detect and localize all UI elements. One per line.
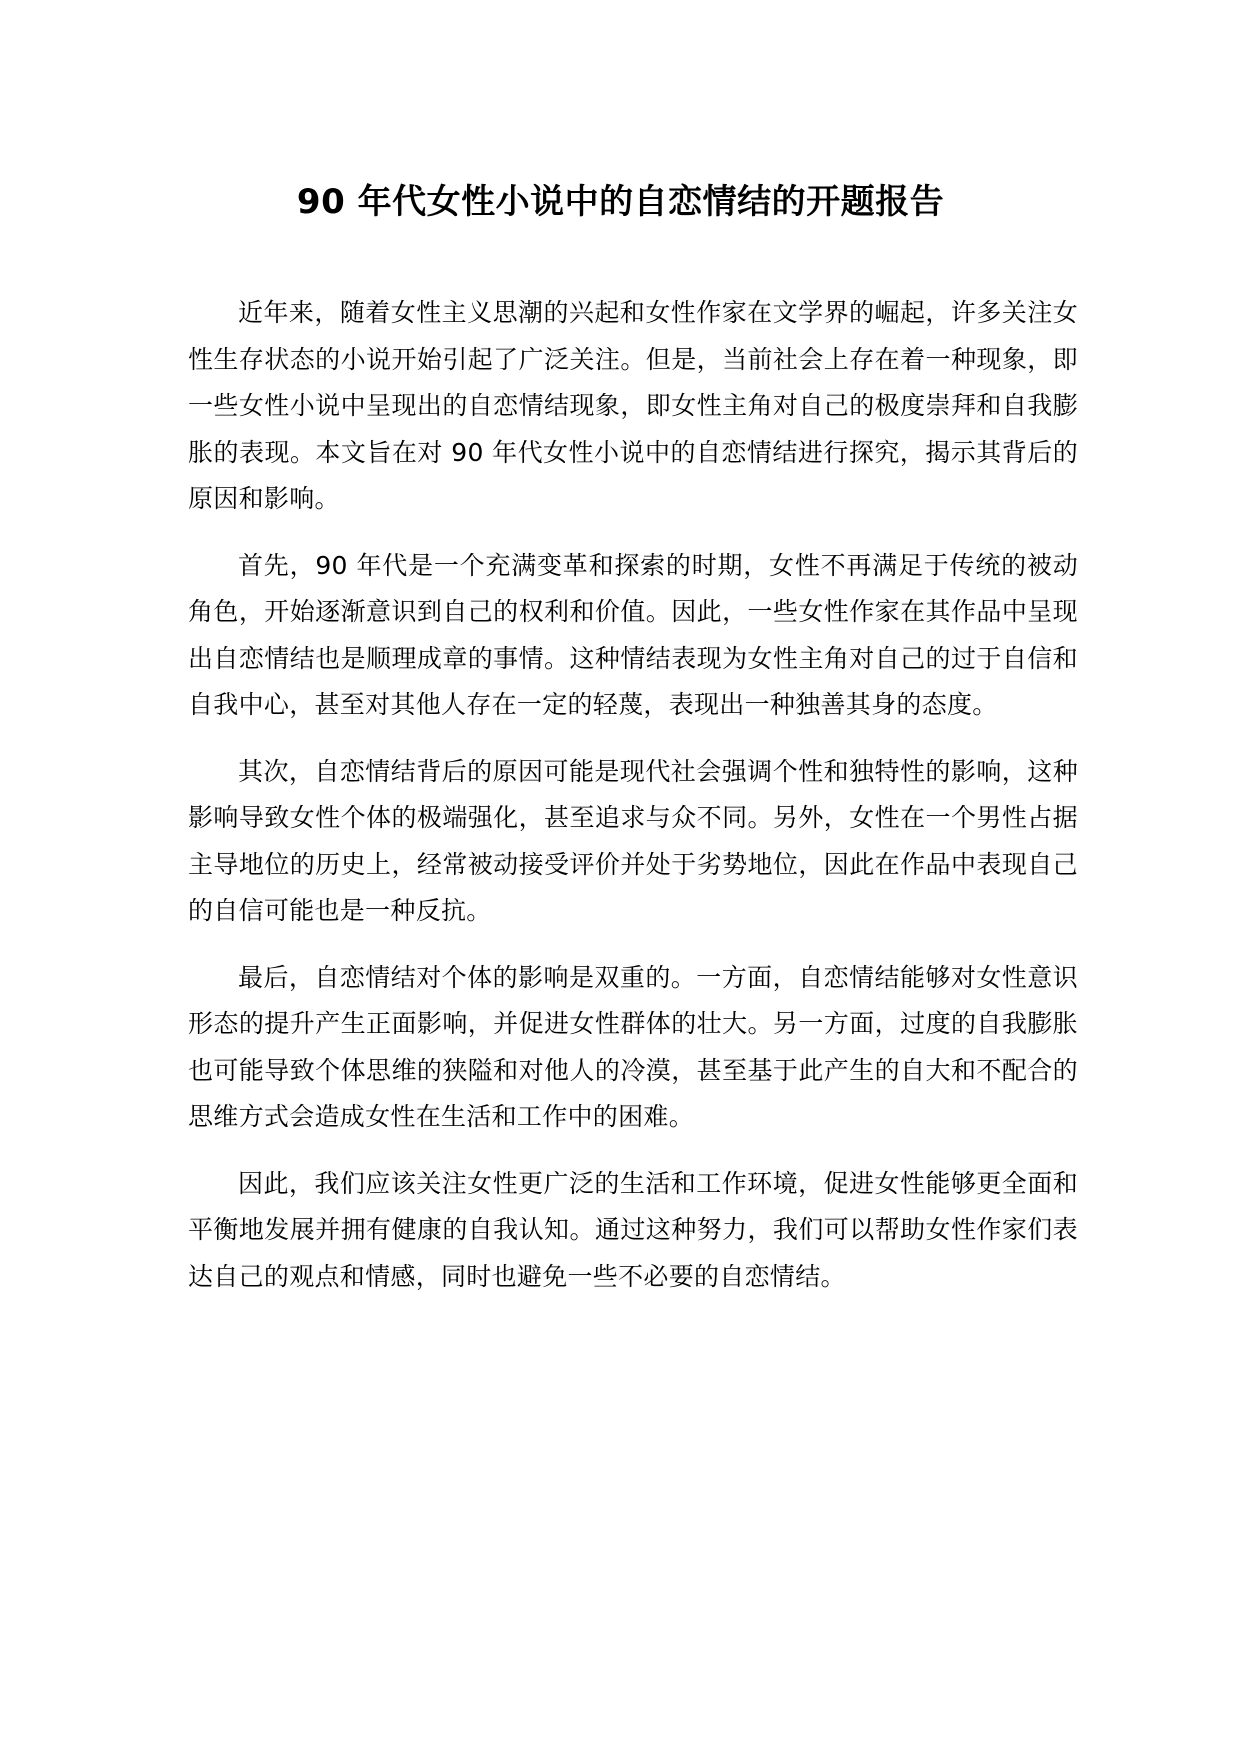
paragraph-4: 最后，自恋情结对个体的影响是双重的。一方面，自恋情结能够对女性意识形态的提升产生正面影响，并促进女性群体的壮大。另一方面，过度的自我膨胀也可能导致个体思维的狭隘和对他人的冷漠，甚至基于此产生的自大和不配合的思维方式会造成女性在生活和工作中的困难。 xyxy=(188,962,1078,1131)
paragraph-5: 因此，我们应该关注女性更广泛的生活和工作环境，促进女性能够更全面和平衡地发展并拥有健康的自我认知。通过这种努力，我们可以帮助女性作家们表达自己的观点和情感，同时也避免一些不必要的自恋情结。 xyxy=(188,1168,1078,1291)
paragraph-1: 近年来，随着女性主义思潮的兴起和女性作家在文学界的崛起，许多关注女性生存状态的小说开始引起了广泛关注。但是，当前社会上存在着一种现象，即一些女性小说中呈现出的自恋情结现象，即女性主角对自己的极度崇拜和自我膨胀的表现。本文旨在对 90 年代女性小说中的自恋情结进行探究，揭示其背后的原因和影响。 xyxy=(188,298,1078,513)
paragraph-3: 其次，自恋情结背后的原因可能是现代社会强调个性和独特性的影响，这种影响导致女性个体的极端强化，甚至追求与众不同。另外，女性在一个男性占据主导地位的历史上，经常被动接受评价并处于劣势地位，因此在作品中表现自己的自信可能也是一种反抗。 xyxy=(188,756,1078,925)
document-body xyxy=(188,290,1078,1320)
document-title: 90 年代女性小说中的自恋情结的开题报告 xyxy=(296,182,945,222)
paragraph-2: 首先，90 年代是一个充满变革和探索的时期，女性不再满足于传统的被动角色，开始逐渐意识到自己的权利和价值。因此，一些女性作家在其作品中呈现出自恋情结也是顺理成章的事情。这种情结表现为女性主角对自己的过于自信和自我中心，甚至对其他人存在一定的轻蔑，表现出一种独善其身的态度。 xyxy=(188,550,1078,719)
